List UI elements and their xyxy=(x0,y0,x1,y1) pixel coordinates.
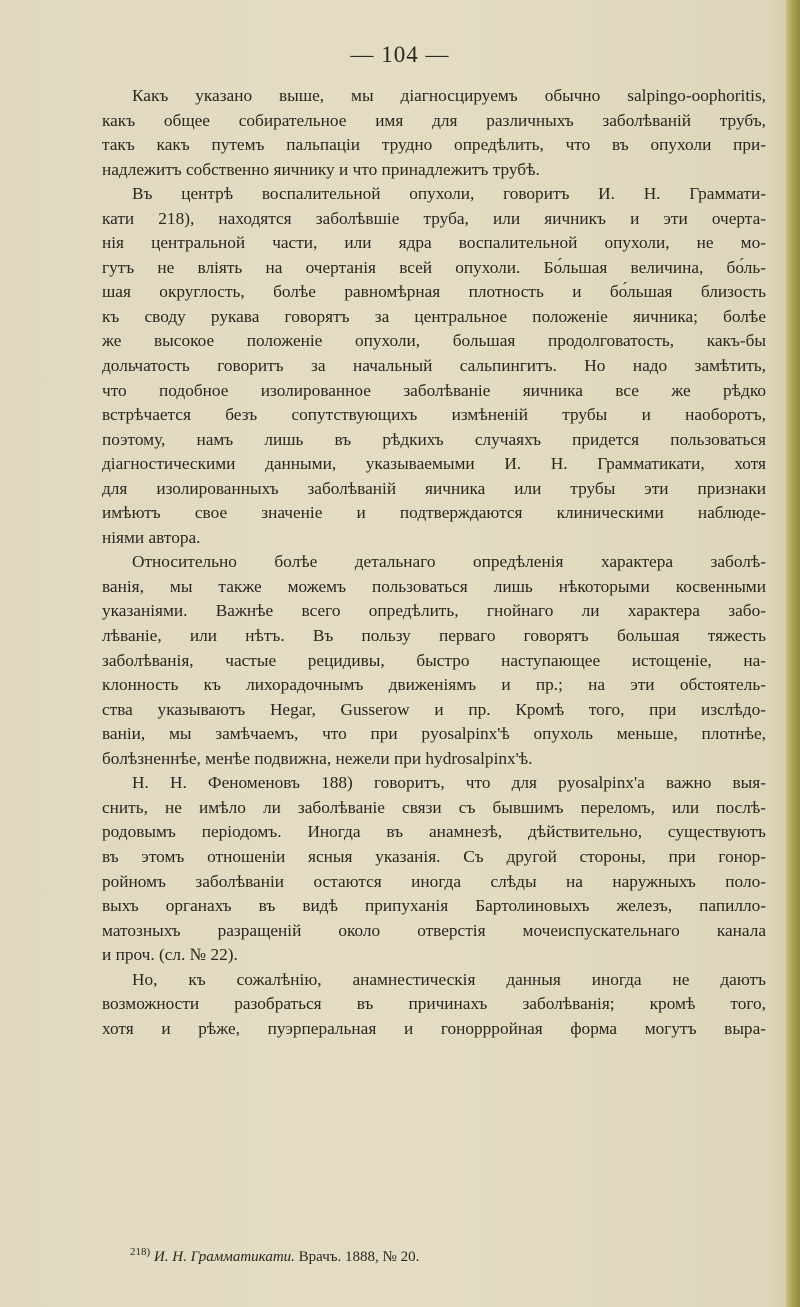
text-line: лѣваніе, или нѣтъ. Въ пользу перваго говорятъ большая тяжесть xyxy=(102,626,766,646)
text-line: дольчатость говоритъ за начальный сальпингитъ. Но надо замѣтить, xyxy=(102,356,766,376)
text-line: ванія, мы также можемъ пользоваться лишь нѣкоторыми косвенными xyxy=(102,576,766,596)
text-line: снить, не имѣло ли заболѣваніе связи съ бывшимъ переломъ, или послѣ- xyxy=(102,797,766,817)
text-line: указаніями. Важнѣе всего опредѣлить, гнойнаго ли характера забо- xyxy=(102,601,766,621)
footnote-source: Врачъ. 1888, № 20. xyxy=(298,1249,420,1265)
text-line: и проч. (сл. № 22). xyxy=(102,945,238,965)
text-line: кати 218), находятся заболѣвшіе труба, или яичникъ и эти очерта- xyxy=(102,208,766,228)
text-line: хотя и рѣже, пуэрперальная и гоноррройная форма могутъ выра- xyxy=(102,1018,766,1038)
text-line: въ этомъ отношеніи ясныя указанія. Съ другой стороны, при гонор- xyxy=(102,846,766,866)
text-line: къ своду рукава говорятъ за центральное положеніе яичника; болѣе xyxy=(102,306,766,326)
text-line: Относительно болѣе детальнаго опредѣленія характера заболѣ- xyxy=(132,552,766,572)
footnote-marker: 218) xyxy=(130,1246,151,1258)
text-line: ніями автора. xyxy=(102,527,201,547)
text-line: возможности разобраться въ причинахъ заболѣванія; кромѣ того, xyxy=(102,994,766,1014)
text-line: матозныхъ разращеній около отверстія мочеиспускательнаго канала xyxy=(102,920,766,940)
text-line: родовымъ періодомъ. Иногда въ анамнезѣ, дѣйствительно, существуютъ xyxy=(102,822,766,842)
text-line: заболѣванія, частые рецидивы, быстро наступающее истощеніе, на- xyxy=(102,650,766,670)
text-line: же высокое положеніе опухоли, большая продолговатость, какъ-бы xyxy=(102,331,766,351)
text-line: для изолированныхъ заболѣваній яичника или трубы эти признаки xyxy=(102,478,766,498)
page-number: — 104 — xyxy=(350,42,450,67)
text-line: такъ какъ путемъ пальпаціи трудно опредѣлить, что въ опухоли при- xyxy=(102,135,766,155)
text-line: ройномъ заболѣваніи остаются иногда слѣды на наружныхъ поло- xyxy=(102,871,766,891)
text-line: надлежитъ собственно яичнику и что принадлежитъ трубѣ. xyxy=(102,159,540,179)
text-line: гутъ не вліять на очертанія всей опухоли. Бо́льшая величина, бо́ль- xyxy=(102,257,766,277)
text-line: встрѣчается безъ сопутствующихъ измѣненій трубы и наоборотъ, xyxy=(102,405,766,425)
text-line: что подобное изолированное заболѣваніе яичника все же рѣдко xyxy=(102,380,766,400)
text-line: Н. Н. Феноменовъ 188) говоритъ, что для pyosalpinx'а важно выя- xyxy=(132,773,766,793)
text-line: имѣютъ свое значеніе и подтверждаются клиническими наблюде- xyxy=(102,503,766,523)
text-line: шая округлость, болѣе равномѣрная плотность и бо́льшая близость xyxy=(102,282,766,302)
text-line: ваніи, мы замѣчаемъ, что при pyosalpinx'ѣ опухоль меньше, плотнѣе, xyxy=(102,724,766,744)
text-line: выхъ органахъ въ видѣ припуханія Бартолиновыхъ железъ, папилло- xyxy=(102,896,766,916)
text-line: Но, къ сожалѣнію, анамнестическія данныя иногда не даютъ xyxy=(132,969,766,989)
main-text xyxy=(102,84,766,1041)
text-line: ства указываютъ Hegar, Gussеrow и пр. Кромѣ того, при изслѣдо- xyxy=(102,699,766,719)
footnote-author: И. Н. Грамматикати. xyxy=(153,1249,295,1265)
text-line: нія центральной части, или ядра воспалительной опухоли, не мо- xyxy=(102,233,766,253)
text-line: клонность къ лихорадочнымъ движеніямъ и пр.; на эти обстоятель- xyxy=(102,675,766,695)
text-line: діагностическими данными, указываемыми И. Н. Грамматикати, хотя xyxy=(102,454,766,474)
text-line: поэтому, намъ лишь въ рѣдкихъ случаяхъ придется пользоваться xyxy=(102,429,766,449)
text-line: Какъ указано выше, мы діагносцируемъ обычно salpingo-oophoritis, xyxy=(132,86,766,105)
page-edge xyxy=(786,0,800,1307)
text-line: болѣзненнѣе, менѣе подвижна, нежели при hydrosalpinx'ѣ. xyxy=(102,748,533,768)
text-line: Въ центрѣ воспалительной опухоли, говоритъ И. Н. Граммати- xyxy=(132,184,766,204)
text-line: какъ общее собирательное имя для различныхъ заболѣваній трубъ, xyxy=(102,110,766,130)
footnote xyxy=(130,1246,420,1266)
